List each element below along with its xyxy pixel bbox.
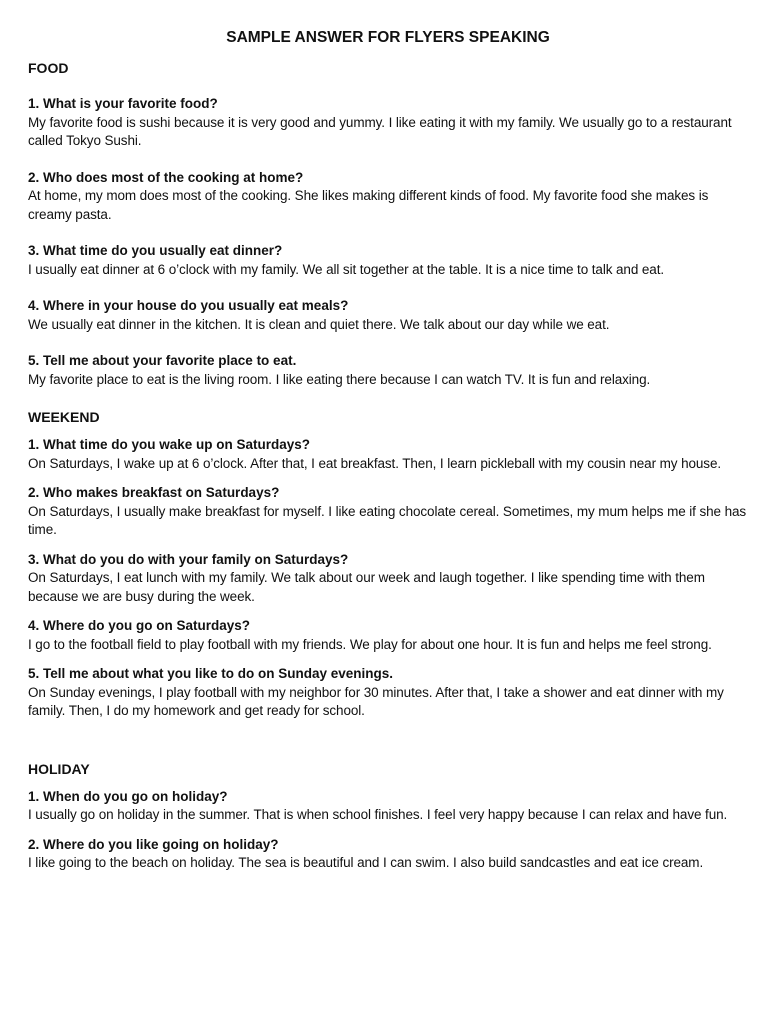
- answer: On Saturdays, I eat lunch with my family. We talk about our week and laugh together. I like spending time with them because we are busy during the week.: [28, 570, 705, 604]
- answer: My favorite place to eat is the living room. I like eating there because I can watch TV. It is fun and relaxing.: [28, 371, 651, 387]
- answer: My favorite food is sushi because it is very good and yummy. I like eating it with my family. We usually go to a restaurant called Tokyo Sushi.: [28, 114, 732, 148]
- answer: On Sunday evenings, I play football with my neighbor for 30 minutes. After that, I take a shower and eat dinner with my family. Then, I do my homework and get ready for school.: [28, 684, 724, 718]
- section-heading: WEEKEND: [28, 409, 100, 425]
- section-holiday: [28, 760, 748, 873]
- question: 5. Tell me about what you like to do on Sunday evenings.: [28, 666, 394, 681]
- question: 1. When do you go on holiday?: [28, 788, 228, 804]
- answer: On Saturdays, I wake up at 6 o’clock. After that, I eat breakfast. Then, I learn pickleball with my cousin near my house.: [28, 455, 722, 471]
- question: 5. Tell me about your favorite place to eat.: [28, 353, 297, 368]
- qa-item: [28, 436, 748, 473]
- answer: I usually go on holiday in the summer. That is when school finishes. I feel very happy because I can relax and have fun.: [28, 807, 728, 822]
- section-heading: HOLIDAY: [28, 760, 90, 777]
- answer: I go to the football field to play football with my friends. We play for about one hour. It is fun and helps me feel strong.: [28, 636, 712, 652]
- question: 3. What time do you usually eat dinner?: [28, 243, 283, 258]
- qa-item: [28, 484, 748, 540]
- answer: I usually eat dinner at 6 o’clock with my family. We all sit together at the table. It is a nice time to talk and eat.: [28, 261, 665, 277]
- qa-item: [28, 95, 748, 151]
- question: 3. What do you do with your family on Saturdays?: [28, 551, 349, 567]
- qa-item: [28, 169, 748, 225]
- qa-item: [28, 836, 748, 873]
- question: 2. Who makes breakfast on Saturdays?: [28, 485, 280, 500]
- qa-item: [28, 352, 748, 389]
- document-title: SAMPLE ANSWER FOR FLYERS SPEAKING: [226, 29, 550, 46]
- qa-item: [28, 297, 748, 334]
- question: 2. Who does most of the cooking at home?: [28, 169, 304, 185]
- question: 1. What time do you wake up on Saturdays?: [28, 437, 311, 452]
- answer: At home, my mom does most of the cooking. She likes making different kinds of food. My favorite food she makes is creamy pasta.: [28, 188, 709, 222]
- section-food: [28, 59, 748, 389]
- qa-item: [28, 788, 748, 825]
- qa-item: [28, 242, 748, 279]
- qa-item: [28, 551, 748, 607]
- section-heading: FOOD: [28, 60, 69, 76]
- document-page: [28, 28, 748, 873]
- question: 4. Where in your house do you usually eat meals?: [28, 298, 349, 313]
- section-weekend: [28, 408, 748, 721]
- answer: On Saturdays, I usually make breakfast for myself. I like eating chocolate cereal. Sometimes, my mum helps me if she has time.: [28, 503, 747, 537]
- answer: We usually eat dinner in the kitchen. It is clean and quiet there. We talk about our day while we eat.: [28, 316, 610, 332]
- qa-item: [28, 665, 748, 721]
- answer: I like going to the beach on holiday. The sea is beautiful and I can swim. I also build sandcastles and eat ice cream.: [28, 855, 704, 870]
- qa-item: [28, 617, 748, 654]
- question: 1. What is your favorite food?: [28, 96, 218, 111]
- question: 4. Where do you go on Saturdays?: [28, 618, 251, 633]
- question: 2. Where do you like going on holiday?: [28, 836, 279, 852]
